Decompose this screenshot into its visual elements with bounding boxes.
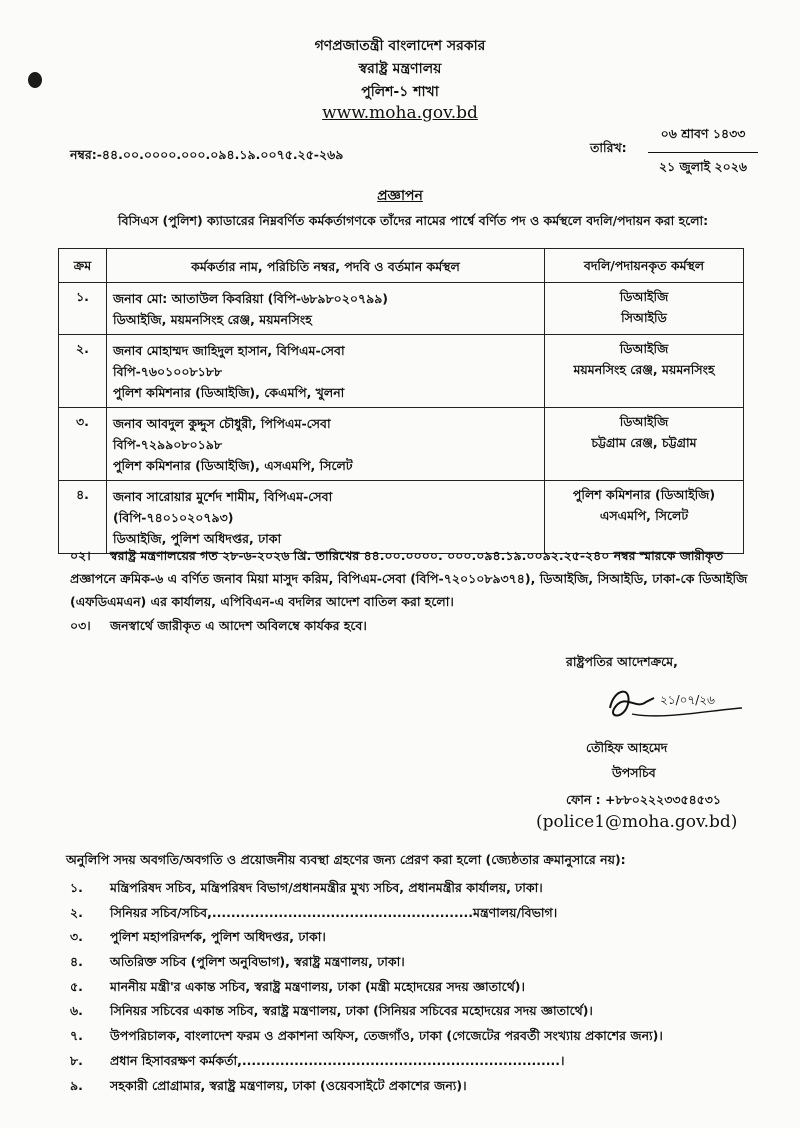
row-officer: [107, 283, 545, 335]
list-text: উপপরিচালক, বাংলাদেশ ফরম ও প্রকাশনা অফিস, তেজগাঁও, ঢাকা (গেজেটের পরবর্তী সংখ্যায় প্রকাশের জন্য)।: [110, 1028, 663, 1044]
date-gregorian: ২১ জুলাই ২০২৬: [658, 159, 748, 174]
row-posting: [545, 283, 744, 335]
paragraph-cancellation: [70, 544, 760, 613]
list-text: সিনিয়র সচিব/সচিব,.......................................................মন্ত্রণালয়/বিভাগ।: [110, 904, 558, 920]
cc-list: [70, 876, 663, 1098]
list-item: [70, 1049, 663, 1074]
row-officer: [107, 408, 545, 481]
cc-heading: অনুলিপি সদয় অবগতি/অবগতি ও প্রয়োজনীয় ব্যবস্থা গ্রহণের জন্য প্রেরণ করা হলো (জ্যেষ্ঠতার ক্রমানুসারে নয়):: [66, 852, 626, 867]
list-number: ২.: [70, 904, 83, 920]
list-text: অতিরিক্ত সচিব (পুলিশ অনুবিভাগ), স্বরাষ্ট্র মন্ত্রণালয়, ঢাকা।: [110, 954, 405, 970]
header-posting: বদলি/পদায়নকৃত কর্মস্থল: [545, 249, 744, 283]
list-item: [70, 1074, 663, 1099]
memo-number: নম্বর:-৪৪.০০.০০০০.০০০.০৯৪.১৯.০০৭৫.২৫-২৬৯: [70, 147, 344, 162]
list-item: [70, 950, 663, 975]
posting-line: পুলিশ কমিশনার (ডিআইজি): [572, 487, 716, 502]
email-link[interactable]: (police1@moha.gov.bd): [536, 812, 738, 832]
list-item: [70, 876, 663, 901]
list-text: পুলিশ মহাপরিদর্শক, পুলিশ অধিদপ্তর, ঢাকা।: [110, 929, 326, 945]
officer-line: (বিপি-৭৪০১০২০৭৯৩): [113, 510, 234, 525]
list-number: ৫.: [70, 978, 83, 994]
posting-line: সিআইডি: [621, 310, 667, 325]
list-number: ৬.: [70, 1003, 83, 1019]
header-officer: কর্মকর্তার নাম, পরিচিতি নম্বর, পদবি ও বর্তমান কর্মস্থল: [107, 249, 545, 283]
paragraph-number: ০৩।: [70, 618, 91, 633]
date-label: তারিখ:: [590, 140, 627, 155]
notice-title: [0, 184, 800, 208]
transfer-table: [58, 248, 744, 554]
row-officer: [107, 335, 545, 408]
row-serial: ৪.: [59, 481, 107, 554]
officer-line: জনাব সারোয়ার মুর্শেদ শামীম, বিপিএম-সেবা: [113, 489, 333, 504]
list-number: ৪.: [70, 954, 83, 970]
table-header-row: [59, 249, 744, 283]
paragraph-text: স্বরাষ্ট্র মন্ত্রণালয়ের গত ২৮-৬-২০২৬ খ্রি. তারিখের ৪৪.০০.০০০০. ০০০.০৯৪.১৯.০০৯২.২৫-২৪০ নম্বর স্মারকে জারীকৃত প্রজ্ঞাপনে ক্রমিক-৬ এ বর্ণিত জনাব মিয়া মাসুদ করিম, বিপিএম-সেবা (বিপি-৭২০১০৮৯৩৭৪), ডিআইজি, সিআইডি, ঢাকা-কে ডিআইজি (এফডিএমএন) এর কার্যালয়, এপিবিএন-এ বদলির আদেশ বাতিল করা হলো।: [70, 548, 748, 609]
posting-line: ডিআইজি: [619, 289, 669, 304]
posting-line: ডিআইজি: [619, 414, 669, 429]
list-number: ১.: [70, 880, 83, 895]
list-number: ৮.: [70, 1052, 83, 1068]
row-posting: [545, 408, 744, 481]
date-box: [648, 126, 758, 179]
officer-line: পুলিশ কমিশনার (ডিআইজি), এসএমপি, সিলেট: [113, 458, 353, 473]
signature-date: ২১/০৭/২৬: [660, 693, 715, 707]
posting-line: চট্টগ্রাম রেঞ্জ, চট্টগ্রাম: [591, 435, 697, 450]
website-link[interactable]: www.moha.gov.bd: [322, 103, 478, 123]
officer-line: ডিআইজি, পুলিশ অধিদপ্তর, ঢাকা: [113, 531, 282, 546]
paragraph-number: ০২।: [70, 548, 91, 563]
handwritten-signature: [602, 680, 752, 730]
officer-line: জনাব আবদুল কুদ্দুস চৌধুরী, পিপিএম-সেবা: [113, 416, 331, 431]
officer-line: পুলিশ কমিশনার (ডিআইজি), কেএমপি, খুলনা: [113, 385, 345, 400]
row-posting: [545, 335, 744, 408]
row-serial: ১.: [59, 283, 107, 335]
intro-text: বিসিএস (পুলিশ) ক্যাডারের নিম্নবর্ণিত কর্মকর্তাগণকে তাঁদের নামের পার্শ্বে বর্ণিত পদ ও কর্মস্থলে বদলি/পদায়ন করা হলো:: [118, 213, 709, 228]
list-number: ৭.: [70, 1028, 83, 1044]
row-posting: [545, 481, 744, 554]
date-bengali: ০৬ শ্রাবণ ১৪৩৩: [648, 126, 758, 153]
officer-line: বিপি-৭৬০১০০৮১৮৮: [113, 364, 222, 379]
list-text: মন্ত্রিপরিষদ সচিব, মন্ত্রিপরিষদ বিভাগ/প্রধানমন্ত্রীর মুখ্য সচিব, প্রধানমন্ত্রীর কার্যালয়, ঢাকা।: [110, 880, 543, 895]
table-row: [59, 335, 744, 408]
row-serial: ৩.: [59, 408, 107, 481]
posting-line: ময়মনসিংহ রেঞ্জ, ময়মনসিংহ: [573, 362, 715, 377]
table-row: [59, 481, 744, 554]
table-row: [59, 283, 744, 335]
officer-line: ডিআইজি, ময়মনসিংহ রেঞ্জ, ময়মনসিংহ: [113, 312, 312, 327]
list-number: ৯.: [70, 1077, 83, 1093]
ministry-name: স্বরাষ্ট্র মন্ত্রণালয়: [358, 61, 442, 77]
signatory-designation: উপসচিব: [612, 765, 656, 780]
table-row: [59, 408, 744, 481]
order-line: রাষ্ট্রপতির আদেশক্রমে,: [566, 654, 678, 669]
header-serial: ক্রম: [59, 249, 107, 283]
phone-number: ফোন : +৮৮০২২২৩৩৫৪৫৩১: [566, 792, 722, 807]
list-item: [70, 901, 663, 926]
posting-line: এসএমপি, সিলেট: [599, 508, 689, 523]
list-item: [70, 975, 663, 1000]
paragraph-text: জনস্বার্থে জারীকৃত এ আদেশ অবিলম্বে কার্যকর হবে।: [110, 618, 367, 633]
govt-name: গণপ্রজাতন্ত্রী বাংলাদেশ সরকার: [314, 38, 486, 54]
paragraph-effective: [70, 614, 367, 637]
list-text: প্রধান হিসাবরক্ষণ কর্মকর্তা,...................................................................।: [110, 1052, 565, 1068]
row-officer: [107, 481, 545, 554]
officer-line: জনাব মোহাম্মদ জাহিদুল হাসান, বিপিএম-সেবা: [113, 343, 345, 358]
section-name: পুলিশ-১ শাখা: [361, 84, 439, 100]
list-number: ৩.: [70, 929, 83, 945]
notice-title-text: প্রজ্ঞাপন: [377, 188, 423, 204]
list-text: মাননীয় মন্ত্রী'র একান্ত সচিব, স্বরাষ্ট্র মন্ত্রণালয়, ঢাকা (মন্ত্রী মহোদয়ের সদয় জ্ঞাতার্থে)।: [110, 978, 525, 994]
posting-line: ডিআইজি: [619, 341, 669, 356]
officer-line: বিপি-৭২৯৯০৮০১৯৮: [113, 437, 222, 452]
list-item: [70, 1024, 663, 1049]
list-item: [70, 925, 663, 950]
officer-line: জনাব মো: আতাউল কিবরিয়া (বিপি-৬৮৯৮০২০৭৯৯): [113, 291, 389, 306]
signatory-name: তৌহিফ আহমেদ: [586, 740, 668, 755]
list-item: [70, 999, 663, 1024]
list-text: সিনিয়র সচিবের একান্ত সচিব, স্বরাষ্ট্র মন্ত্রণালয়, ঢাকা (সিনিয়র সচিবের মহোদয়ের সদয় জ্ঞাতার্থে)।: [110, 1003, 593, 1019]
list-text: সহকারী প্রোগ্রামার, স্বরাষ্ট্র মন্ত্রণালয়, ঢাকা (ওয়েবসাইটে প্রকাশের জন্য)।: [110, 1077, 467, 1093]
row-serial: ২.: [59, 335, 107, 408]
